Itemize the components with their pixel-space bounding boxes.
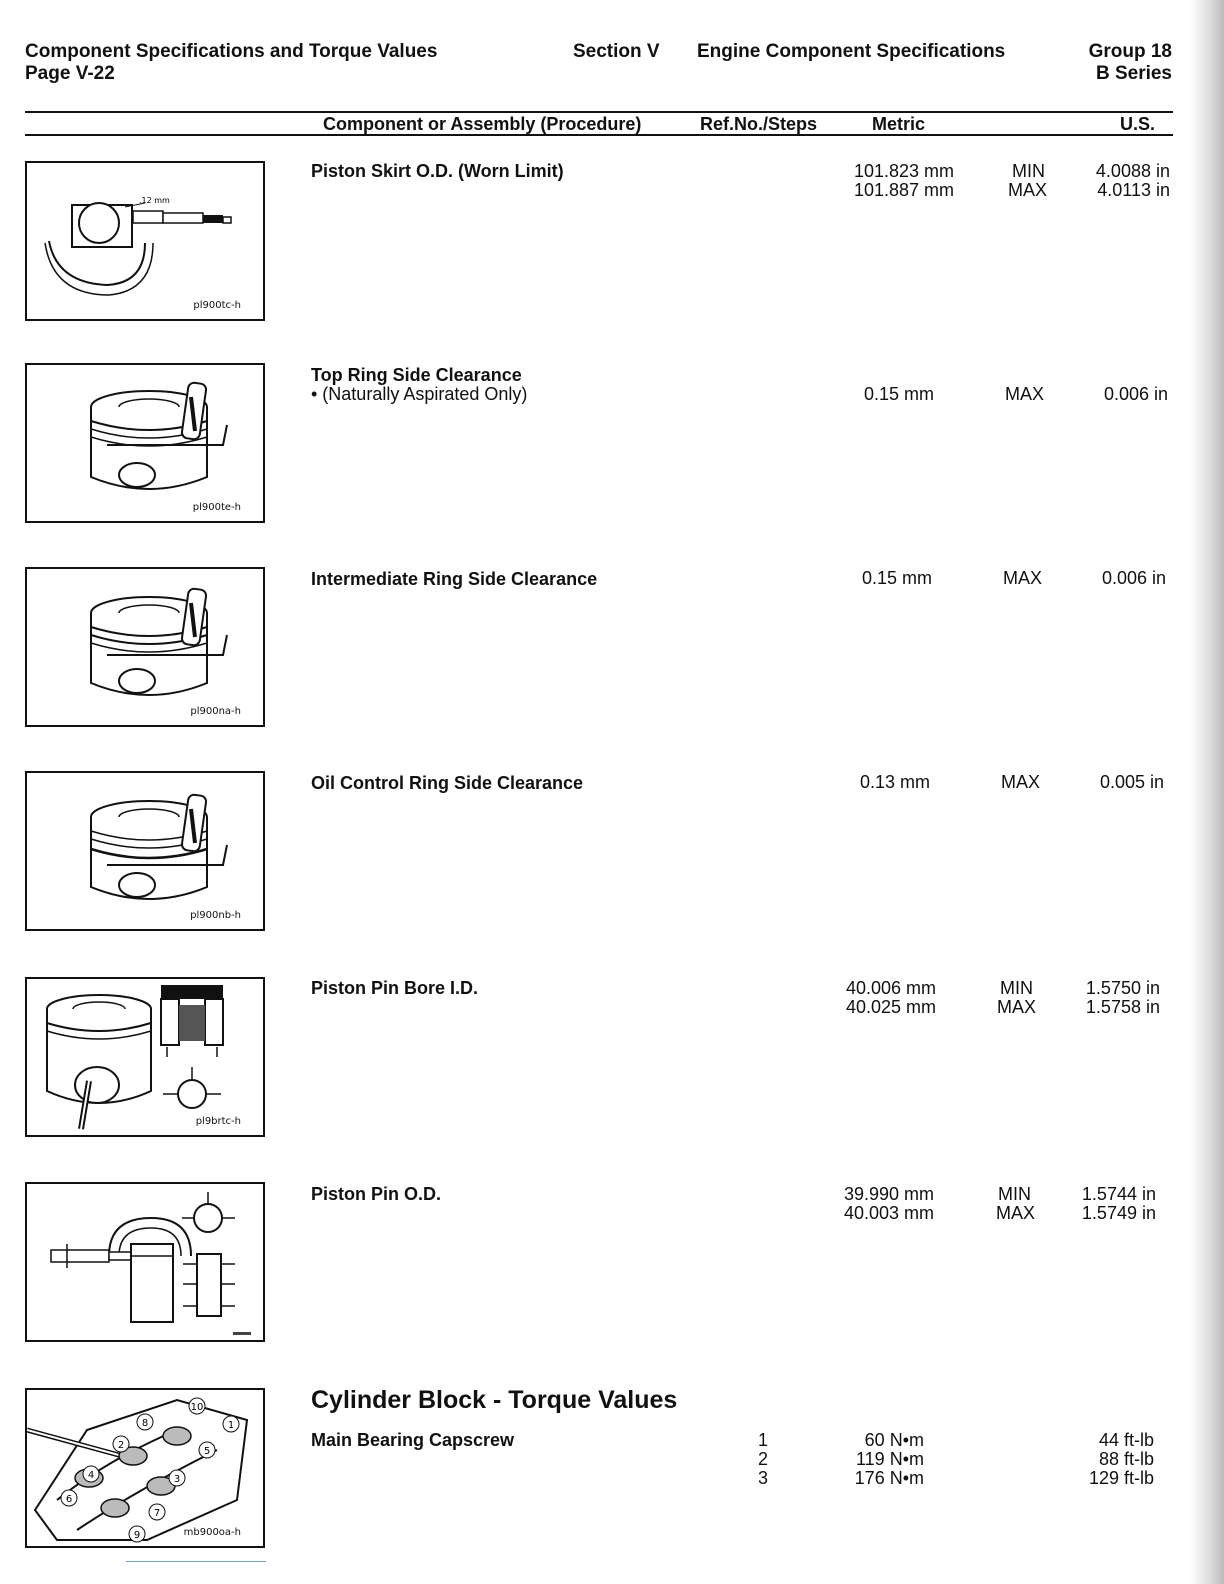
feeler-gauge-piston-illustration xyxy=(27,773,263,929)
sequence-number: 3 xyxy=(173,1474,181,1485)
figure-label: pl900tc-h xyxy=(193,300,241,311)
torque-section-title: Cylinder Block - Torque Values xyxy=(311,1386,678,1414)
sequence-number: 10 xyxy=(190,1402,204,1413)
metric-max: 101.887 mm xyxy=(853,180,954,200)
torque-metric: 176 N•m xyxy=(854,1468,924,1488)
sequence-number: 1 xyxy=(227,1420,235,1431)
group-label: Group 18 xyxy=(1088,41,1172,62)
column-header-component: Component or Assembly (Procedure) xyxy=(323,114,642,134)
header-rule-bottom xyxy=(25,134,1173,136)
header-rule-top xyxy=(25,111,1173,113)
figure-label: pl900nb-h xyxy=(190,910,241,921)
limit-min: MIN xyxy=(1000,978,1033,998)
metric-max: 0.15 mm xyxy=(863,384,934,404)
figure-callout: .12 mm xyxy=(139,196,170,205)
metric-min: 39.990 mm xyxy=(843,1184,934,1204)
metric-max: 0.13 mm xyxy=(859,772,930,792)
metric-max: 0.15 mm xyxy=(861,568,932,588)
engine-block-illustration xyxy=(27,1390,263,1546)
figure-top-ring xyxy=(25,363,265,523)
limit-max: MAX xyxy=(1003,568,1043,588)
figure-piston-pin-od xyxy=(25,1182,265,1342)
spec-title: Piston Pin O.D. xyxy=(311,1184,442,1204)
torque-us: 44 ft-lb xyxy=(1098,1430,1154,1450)
limit-max: MAX xyxy=(1001,772,1041,792)
step-number: 3 xyxy=(758,1468,769,1488)
us-max: 1.5758 in xyxy=(1085,997,1160,1017)
micrometer-pin-illustration xyxy=(27,1184,263,1340)
spec-title: Piston Pin Bore I.D. xyxy=(311,978,479,998)
torque-us: 88 ft-lb xyxy=(1098,1449,1154,1469)
torque-us: 129 ft-lb xyxy=(1088,1468,1154,1488)
limit-max: MAX xyxy=(1008,180,1048,200)
document-title: Component Specifications and Torque Values xyxy=(25,41,438,62)
torque-metric: 60 N•m xyxy=(864,1430,924,1450)
column-header-metric: Metric xyxy=(872,114,926,134)
metric-min: 40.006 mm xyxy=(845,978,936,998)
torque-metric: 119 N•m xyxy=(856,1449,924,1469)
limit-max: MAX xyxy=(996,1203,1036,1223)
series-label: B Series xyxy=(1095,63,1172,84)
sequence-number: 8 xyxy=(141,1418,149,1429)
figure-label: mb900oa-h xyxy=(183,1527,241,1538)
sequence-number: 9 xyxy=(133,1530,141,1541)
metric-max: 40.003 mm xyxy=(843,1203,934,1223)
figure-label: pl900te-h xyxy=(192,502,241,513)
footer-line xyxy=(126,1561,266,1562)
sequence-number: 7 xyxy=(153,1508,161,1519)
metric-max: 40.025 mm xyxy=(845,997,936,1017)
step-number: 1 xyxy=(758,1430,769,1450)
section-label: Section V xyxy=(573,41,660,62)
us-max: 1.5749 in xyxy=(1081,1203,1156,1223)
page-header-right xyxy=(1089,41,1172,85)
micrometer-piston-illustration xyxy=(27,163,263,319)
metric-min: 101.823 mm xyxy=(853,161,954,181)
column-header-ref: Ref.No./Steps xyxy=(700,114,818,134)
us-min: 1.5744 in xyxy=(1081,1184,1156,1204)
limit-min: MIN xyxy=(1012,161,1045,181)
us-min: 4.0088 in xyxy=(1095,161,1170,181)
figure-label: pl9brtc-h xyxy=(195,1116,241,1127)
us-max: 4.0113 in xyxy=(1097,180,1170,200)
scan-edge-shading xyxy=(1190,0,1224,1584)
step-number: 2 xyxy=(758,1449,769,1469)
sequence-number: 5 xyxy=(203,1446,211,1457)
figure-label: pl900na-h xyxy=(190,706,241,717)
figure-oil-control-ring xyxy=(25,771,265,931)
us-max: 0.005 in xyxy=(1099,772,1164,792)
bore-gauge-illustration xyxy=(27,979,263,1135)
figure-piston-skirt xyxy=(25,161,265,321)
limit-max: MAX xyxy=(1005,384,1045,404)
page-header-left xyxy=(25,41,437,85)
page-number: Page V-22 xyxy=(25,63,115,84)
spec-title: Piston Skirt O.D. (Worn Limit) xyxy=(311,161,564,181)
torque-item: Main Bearing Capscrew xyxy=(311,1430,515,1450)
limit-min: MIN xyxy=(998,1184,1031,1204)
us-min: 1.5750 in xyxy=(1085,978,1160,998)
figure-intermediate-ring xyxy=(25,567,265,727)
spec-title: Top Ring Side Clearance xyxy=(311,365,522,385)
limit-max: MAX xyxy=(997,997,1037,1017)
us-max: 0.006 in xyxy=(1101,568,1166,588)
figure-main-bearing xyxy=(25,1388,265,1548)
column-header-us: U.S. xyxy=(1120,114,1156,134)
feeler-gauge-piston-illustration xyxy=(27,365,263,521)
feeler-gauge-piston-illustration xyxy=(27,569,263,725)
sequence-number: 2 xyxy=(117,1440,125,1451)
figure-piston-pin-bore xyxy=(25,977,265,1137)
sequence-number: 6 xyxy=(65,1494,73,1505)
spec-title: Intermediate Ring Side Clearance xyxy=(311,569,598,589)
spec-note: • (Naturally Aspirated Only) xyxy=(311,384,528,404)
spec-title: Oil Control Ring Side Clearance xyxy=(311,773,584,793)
sequence-number: 4 xyxy=(87,1470,95,1481)
section-title: Engine Component Specifications xyxy=(697,41,1006,62)
us-max: 0.006 in xyxy=(1103,384,1168,404)
